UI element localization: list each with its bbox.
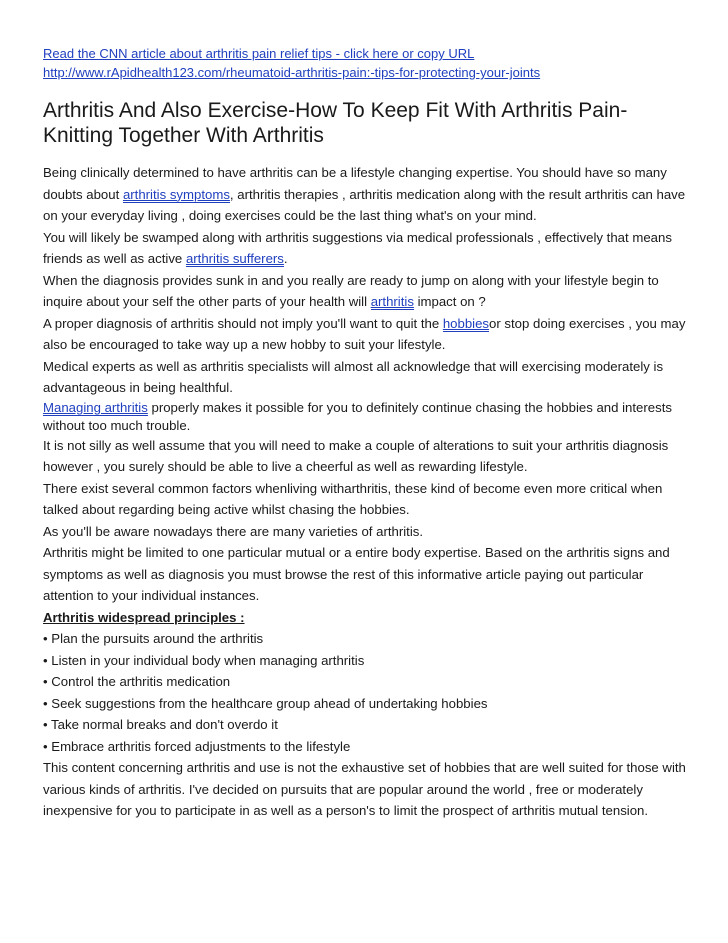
list-item: • Take normal breaks and don't overdo it bbox=[43, 717, 278, 732]
paragraph-8: There exist several common factors whenliving witharthritis, these kind of become even more critical when talked about regarding being active whilst chasing the hobbies. bbox=[43, 480, 663, 517]
paragraph-1: Being clinically determined to have arthritis can be a lifestyle changing expertise. You should have so many doubts about arthritis symptoms, arthritis therapies , arthritis medication along with the result arthritis can have on your everyday living , doing exercises could be the last thing what's on your mind. bbox=[43, 165, 686, 223]
cnn-article-link[interactable]: Read the CNN article about arthritis pain relief tips - click here or copy URL bbox=[43, 46, 475, 61]
managing-arthritis-link[interactable]: Managing arthritis bbox=[43, 399, 148, 415]
paragraph-6: Managing arthritis properly makes it possible for you to definitely continue chasing the hobbies and interests without too much trouble. bbox=[43, 399, 672, 433]
list-item: • Plan the pursuits around the arthritis bbox=[43, 631, 264, 646]
arthritis-symptoms-link[interactable]: arthritis symptoms bbox=[122, 186, 230, 202]
hobbies-link[interactable]: hobbies bbox=[442, 315, 490, 331]
list-item: • Embrace arthritis forced adjustments to the lifestyle bbox=[43, 738, 351, 754]
page-title: Arthritis And Also Exercise-How To Keep Fit With Arthritis Pain-Knitting Together With Arthritis bbox=[43, 99, 628, 147]
rapidhealth-url-link[interactable]: http://www.rApidhealth123.com/rheumatoid-arthritis-pain:-tips-for-protecting-your-joints bbox=[43, 65, 541, 80]
list-item: • Listen in your individual body when managing arthritis bbox=[43, 652, 365, 668]
paragraph-5: Medical experts as well as arthritis specialists will almost all acknowledge that will exercising moderately is advantageous in being healthful. bbox=[43, 358, 664, 395]
principles-list bbox=[43, 628, 688, 757]
paragraph-9: As you'll be aware nowadays there are many varieties of arthritis. bbox=[43, 523, 424, 539]
paragraph-2: You will likely be swamped along with arthritis suggestions via medical professionals , effectively that means friends as well as active arthritis sufferers. bbox=[43, 229, 672, 266]
paragraph-11: This content concerning arthritis and use is not the exhaustive set of hobbies that are well suited for those with various kinds of arthritis. I've decided on pursuits that are popular around the world , free or moderately inexpensive for you to participate in as well as a person's to limit the prospect of arthritis mutual tension. bbox=[43, 760, 686, 818]
paragraph-4: A proper diagnosis of arthritis should not imply you'll want to quit the hobbiesor stop doing exercises , you may also be encouraged to take way up a new hobby to suit your lifestyle. bbox=[43, 315, 686, 352]
arthritis-sufferers-link[interactable]: arthritis sufferers bbox=[185, 251, 284, 266]
list-item: • Control the arthritis medication bbox=[43, 674, 231, 689]
arthritis-link[interactable]: arthritis bbox=[370, 294, 414, 309]
paragraph-7: It is not silly as well assume that you will need to make a couple of alterations to suit your arthritis diagnosis however , you surely should be able to live a cheerful as well as rewarding lifestyle. bbox=[43, 437, 669, 474]
paragraph-10: Arthritis might be limited to one particular mutual or a entire body expertise. Based on the arthritis signs and symptoms as well as diagnosis you must browse the rest of this informative article paying out particular attention to your individual instances. bbox=[43, 545, 670, 603]
paragraph-3: When the diagnosis provides sunk in and you really are ready to jump on along with your lifestyle begin to inquire about your self the other parts of your health will arthritis impact on ? bbox=[43, 272, 659, 309]
list-item: • Seek suggestions from the healthcare group ahead of undertaking hobbies bbox=[43, 695, 488, 711]
principles-heading: Arthritis widespread principles : bbox=[43, 609, 245, 625]
